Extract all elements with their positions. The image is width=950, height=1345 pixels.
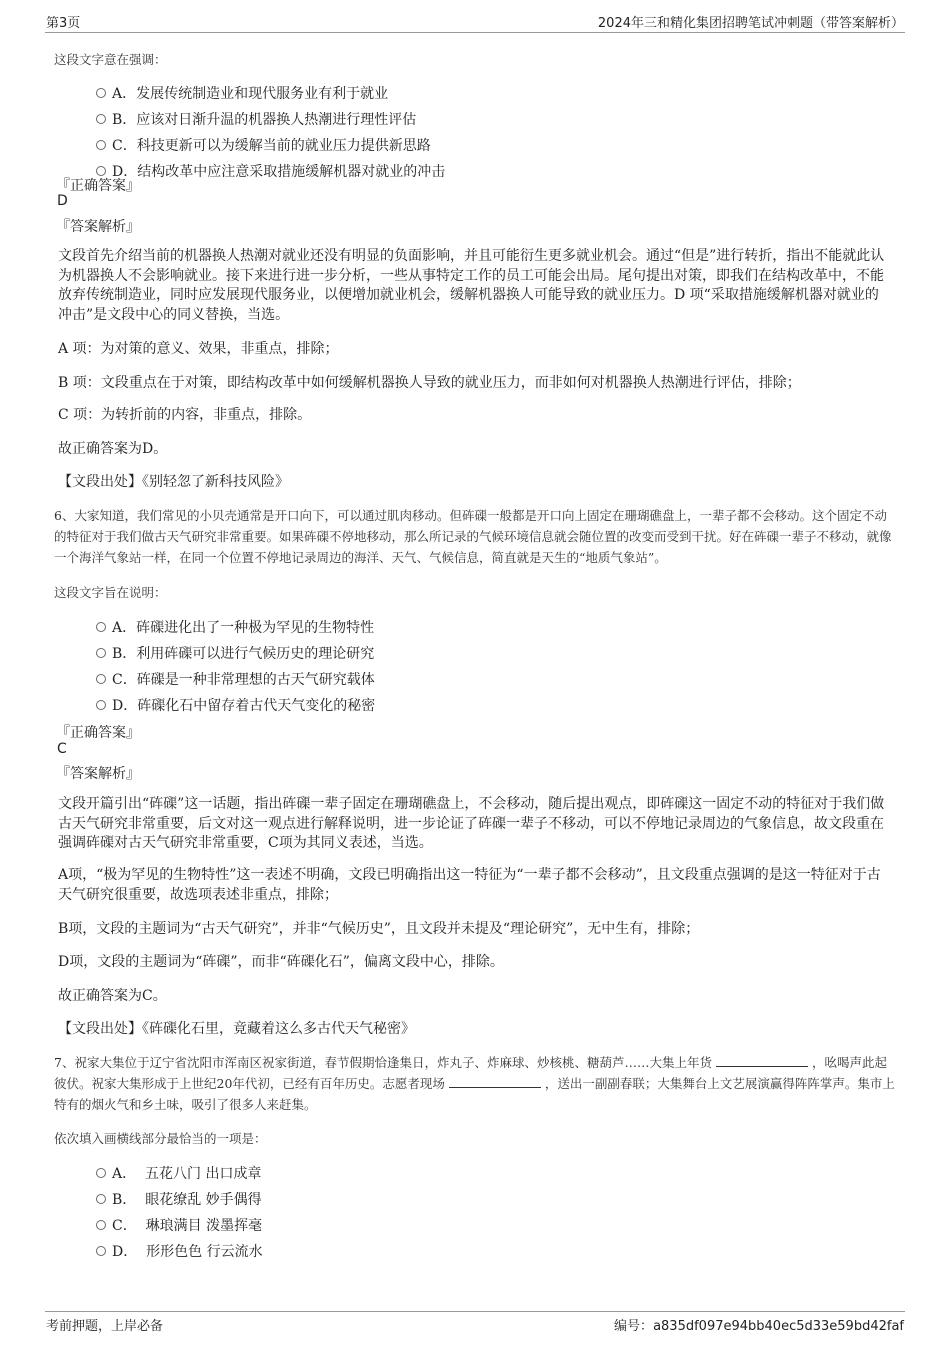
- q5-option-a[interactable]: A．发展传统制造业和现代服务业有利于就业: [96, 83, 388, 103]
- radio-icon[interactable]: [96, 1220, 106, 1230]
- q5-analysis-a: A 项：为对策的意义、效果，非重点，排除；: [58, 341, 339, 357]
- fill-blank-2[interactable]: [449, 1075, 541, 1088]
- q6-analysis-b: B项，文段的主题词为“古天气研究”，并非“气候历史”，且文段并未提及“理论研究”，无中生有，排除；: [58, 921, 700, 937]
- radio-icon[interactable]: [96, 648, 106, 658]
- radio-icon[interactable]: [96, 114, 106, 124]
- q5-answer-label: 『正确答案』: [56, 178, 140, 194]
- q5-analysis-label: 『答案解析』: [56, 219, 140, 235]
- q6-answer-label: 『正确答案』: [56, 725, 140, 741]
- q5-option-b[interactable]: B．应该对日渐升温的机器换人热潮进行理性评估: [96, 109, 416, 129]
- radio-icon[interactable]: [96, 88, 106, 98]
- q7-option-b[interactable]: B． 眼花缭乱 妙手偶得: [96, 1189, 262, 1209]
- page-number: 第3页: [46, 16, 81, 31]
- q5-answer: D: [57, 193, 68, 209]
- q7-stem: 7、祝家大集位于辽宁省沈阳市浑南区祝家街道，春节假期恰逢集日，炸丸子、炸麻球、炒核桃、糖葫芦……大集上年货 ，吆喝声此起彼伏。祝家大集形成于上世纪20年代初，已经有百年历史。志愿者现场 ，送出一副副春联；大集舞台上文艺展演赢得阵阵掌声。集市上特有的烟火气和乡土味，吸引了很多人来赶集。: [54, 1055, 895, 1112]
- radio-icon[interactable]: [96, 622, 106, 632]
- q7-option-c[interactable]: C． 琳琅满目 泼墨挥毫: [96, 1215, 262, 1235]
- q5-analysis-c: C 项：为转折前的内容，非重点，排除。: [58, 407, 312, 423]
- q5-option-d[interactable]: D．结构改革中应注意采取措施缓解机器对就业的冲击: [96, 161, 445, 181]
- q6-analysis-a: A项，“极为罕见的生物特性”这一表述不明确，文段已明确指出这一特征为“一辈子都不会移动”，且文段重点强调的是这一特征对于古天气研究很重要，故选项表述非重点，排除；: [58, 867, 881, 903]
- q6-stem: 6、大家知道，我们常见的小贝壳通常是开口向下，可以通过肌肉移动。但砗磲一般都是开口向上固定在珊瑚礁盘上，一辈子都不会移动。这个固定不动的特征对于我们做古天气研究非常重要。如果砗磲不停地移动，那么所记录的气候环境信息就会随位置的改变而受到干扰。好在砗磲一辈子不移动，就像一个海洋气象站一样，在同一个位置不停地记录周边的海洋、天气、气候信息，简直就是天生的“地质气象站”。: [54, 508, 892, 565]
- radio-icon[interactable]: [96, 674, 106, 684]
- q6-option-c[interactable]: C．砗磲是一种非常理想的古天气研究载体: [96, 669, 375, 689]
- footer-divider: [45, 1311, 905, 1312]
- q6-analysis-main: 文段开篇引出“砗磲”这一话题，指出砗磲一辈子固定在珊瑚礁盘上，不会移动，随后提出观点，即砗磲这一固定不动的特征对于我们做古天气研究非常重要，后文对这一观点进行解释说明，进一步论证了砗磲一辈子不移动，可以不停地记录周边的气象信息，故文段重在强调砗磲对古天气研究非常重要，C项为其同义表述，当选。: [58, 796, 885, 851]
- q5-prompt: 这段文字意在强调：: [54, 52, 167, 67]
- radio-icon[interactable]: [96, 1168, 106, 1178]
- q6-answer: C: [57, 741, 67, 757]
- header-divider: [45, 32, 905, 33]
- q5-source: 【文段出处】《别轻忽了新科技风险》: [58, 474, 289, 490]
- q7-option-d[interactable]: D． 形形色色 行云流水: [96, 1241, 263, 1261]
- q6-conclusion: 故正确答案为C。: [58, 988, 167, 1004]
- document-title: 2024年三和精化集团招聘笔试冲刺题（带答案解析）: [597, 16, 904, 31]
- q5-option-c[interactable]: C．科技更新可以为缓解当前的就业压力提供新思路: [96, 135, 431, 155]
- document-code: 编号：a835df097e94bb40ec5d33e59bd42faf: [614, 1319, 904, 1334]
- q6-analysis-d: D项，文段的主题词为“砗磲”，而非“砗磲化石”，偏离文段中心，排除。: [58, 954, 504, 970]
- q6-analysis-label: 『答案解析』: [56, 766, 140, 782]
- radio-icon[interactable]: [96, 140, 106, 150]
- q5-conclusion: 故正确答案为D。: [58, 441, 168, 457]
- q5-analysis-main: 文段首先介绍当前的机器换人热潮对就业还没有明显的负面影响，并且可能衍生更多就业机会。通过“但是”进行转折，指出不能就此认为机器换人不会影响就业。接下来进行进一步分析，一些从事特定工作的员工可能会出局。尾句提出对策，即我们在结构改革中，不能放弃传统制造业，同时应发展现代服务业，以便增加就业机会，缓解机器换人可能导致的就业压力。D 项“采取措施缓解机器对就业的冲击”是文段中心的同义替换，当选。: [58, 248, 885, 323]
- q6-option-b[interactable]: B．利用砗磲可以进行气候历史的理论研究: [96, 643, 374, 663]
- q7-prompt: 依次填入画横线部分最恰当的一项是：: [54, 1131, 267, 1146]
- radio-icon[interactable]: [96, 1194, 106, 1204]
- q6-option-d[interactable]: D．砗磲化石中留存着古代天气变化的秘密: [96, 695, 375, 715]
- q6-source: 【文段出处】《砗磲化石里，竟藏着这么多古代天气秘密》: [58, 1021, 415, 1037]
- q6-prompt: 这段文字旨在说明：: [54, 585, 167, 600]
- radio-icon[interactable]: [96, 1246, 106, 1256]
- q5-analysis-b: B 项：文段重点在于对策，即结构改革中如何缓解机器换人导致的就业压力，而非如何对机器换人热潮进行评估，排除；: [58, 375, 801, 391]
- fill-blank-1[interactable]: [716, 1054, 808, 1067]
- q6-option-a[interactable]: A．砗磲进化出了一种极为罕见的生物特性: [96, 617, 374, 637]
- q7-option-a[interactable]: A． 五花八门 出口成章: [96, 1163, 261, 1183]
- footer-slogan: 考前押题，上岸必备: [46, 1319, 164, 1334]
- radio-icon[interactable]: [96, 700, 106, 710]
